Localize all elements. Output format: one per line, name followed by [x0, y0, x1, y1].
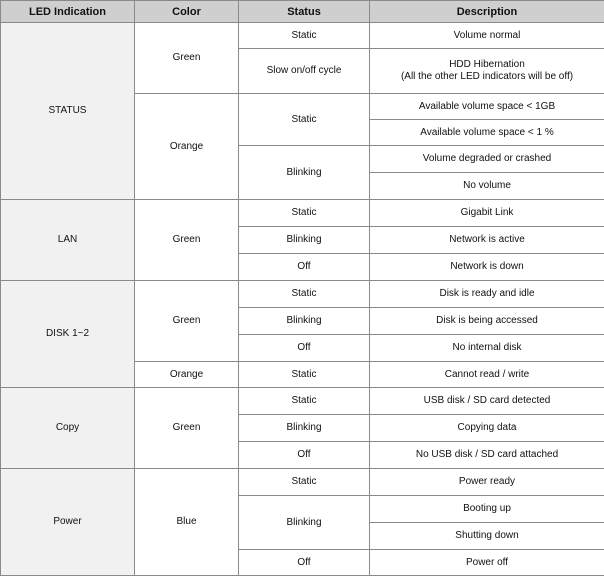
- color-cell: Blue: [135, 469, 239, 576]
- color-cell: Orange: [135, 362, 239, 388]
- color-cell: Green: [135, 281, 239, 362]
- description-cell: No USB disk / SD card attached: [370, 442, 604, 469]
- description-cell: [370, 49, 604, 94]
- status-cell: Static: [239, 281, 370, 308]
- table-row: [1, 388, 604, 415]
- description-cell: Available volume space < 1 %: [370, 120, 604, 146]
- description-cell: No volume: [370, 173, 604, 200]
- header-color: Color: [135, 1, 239, 23]
- description-cell: Copying data: [370, 415, 604, 442]
- header-led-indication: LED Indication: [1, 1, 135, 23]
- status-cell: Static: [239, 362, 370, 388]
- status-cell: Off: [239, 442, 370, 469]
- description-cell: Network is down: [370, 254, 604, 281]
- status-cell: Off: [239, 335, 370, 362]
- description-cell: Booting up: [370, 496, 604, 523]
- status-cell: Blinking: [239, 308, 370, 335]
- header-status: Status: [239, 1, 370, 23]
- status-cell: Blinking: [239, 146, 370, 200]
- status-cell: Off: [239, 550, 370, 576]
- description-cell: Shutting down: [370, 523, 604, 550]
- description-cell: Power ready: [370, 469, 604, 496]
- led-disk-cell: DISK 1~2: [1, 281, 135, 388]
- led-lan-cell: LAN: [1, 200, 135, 281]
- color-cell: Green: [135, 200, 239, 281]
- status-cell: Off: [239, 254, 370, 281]
- led-power-cell: Power: [1, 469, 135, 576]
- table-row: [1, 281, 604, 308]
- status-cell: Slow on/off cycle: [239, 49, 370, 94]
- description-line: (All the other LED indicators will be off): [374, 71, 600, 83]
- description-line: HDD Hibernation: [374, 59, 600, 71]
- led-status-cell: STATUS: [1, 23, 135, 200]
- color-cell: Green: [135, 23, 239, 94]
- description-cell: Volume degraded or crashed: [370, 146, 604, 173]
- description-cell: Network is active: [370, 227, 604, 254]
- status-cell: Blinking: [239, 227, 370, 254]
- status-cell: Static: [239, 388, 370, 415]
- status-cell: Static: [239, 23, 370, 49]
- description-cell: Cannot read / write: [370, 362, 604, 388]
- header-row: [1, 1, 604, 23]
- description-cell: Power off: [370, 550, 604, 576]
- description-cell: Available volume space < 1GB: [370, 94, 604, 120]
- status-cell: Static: [239, 200, 370, 227]
- status-cell: Static: [239, 94, 370, 146]
- status-cell: Blinking: [239, 496, 370, 550]
- description-cell: USB disk / SD card detected: [370, 388, 604, 415]
- status-cell: Blinking: [239, 415, 370, 442]
- description-cell: Volume normal: [370, 23, 604, 49]
- color-cell: Orange: [135, 94, 239, 200]
- description-cell: Disk is being accessed: [370, 308, 604, 335]
- description-cell: Gigabit Link: [370, 200, 604, 227]
- color-cell: Green: [135, 388, 239, 469]
- led-copy-cell: Copy: [1, 388, 135, 469]
- description-cell: No internal disk: [370, 335, 604, 362]
- table-row: [1, 23, 604, 49]
- status-cell: Static: [239, 469, 370, 496]
- table-row: [1, 469, 604, 496]
- table-row: [1, 200, 604, 227]
- header-description: Description: [370, 1, 604, 23]
- description-cell: Disk is ready and idle: [370, 281, 604, 308]
